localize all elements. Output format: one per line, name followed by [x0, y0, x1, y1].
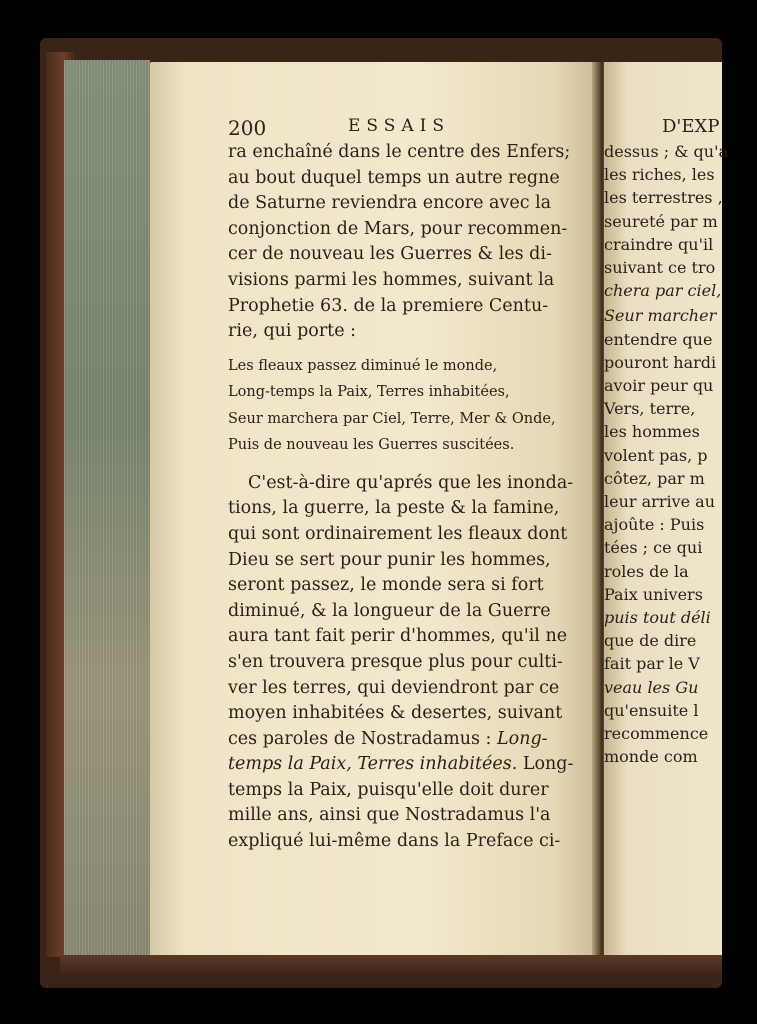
text-line: visions parmi les hommes, suivant la — [228, 269, 555, 290]
text-line: ra enchaîné dans le centre des Enfers; — [228, 142, 571, 162]
text-line: les riches, les — [604, 165, 715, 185]
text-line: conjonction de Mars, pour recommen- — [228, 218, 568, 239]
text-line: tées ; ce qui — [604, 538, 703, 558]
text-line: C'est-à-dire qu'aprés que les inonda- — [248, 472, 574, 493]
text-line: les hommes — [604, 422, 700, 442]
text-line: au bout duquel temps un autre regne — [228, 167, 560, 188]
text-line: côtez, par m — [604, 468, 705, 488]
italic-span: Long- — [497, 728, 548, 749]
text-line: s'en trouvera presque plus pour culti- — [228, 651, 563, 672]
text-line: entendre que — [604, 329, 713, 349]
text-line: Paix univers — [604, 584, 703, 604]
text-line: Vers, terre, — [604, 399, 696, 419]
text-line: suivant ce tro — [604, 258, 716, 278]
text-line: avoir peur qu — [604, 376, 714, 396]
verse-line: Puis de nouveau les Guerres suscitées. — [228, 437, 515, 454]
text-line: craindre qu'il — [604, 234, 714, 254]
text-line: Seur marcher — [604, 306, 717, 326]
verse-line: Les fleaux passez diminué le monde, — [228, 357, 498, 374]
text-line: les terrestres , — [604, 188, 723, 208]
running-head: ESSAIS — [348, 116, 451, 136]
text-line — [228, 727, 573, 753]
text-span: Long- — [517, 754, 574, 775]
text-span: ces paroles de Nostradamus : — [228, 728, 498, 749]
text-line: puis tout déli — [604, 608, 711, 628]
text-line: tions, la guerre, la peste & la famine, — [228, 498, 560, 519]
text-line: diminué, & la longueur de la Guerre — [228, 600, 551, 621]
text-line: leur arrive au — [604, 492, 716, 512]
text-line: mille ans, ainsi que Nostradamus l'a — [228, 805, 551, 826]
text-line: cer de nouveau les Guerres & les di- — [228, 244, 552, 265]
right-page-header: D'EXP — [662, 116, 720, 137]
text-line: seront passez, le monde sera si fort — [228, 575, 544, 596]
text-line: aura tant fait perir d'hommes, qu'il ne — [228, 626, 568, 647]
text-line: expliqué lui-même dans la Preface ci- — [228, 831, 561, 852]
text-line: ajoûte : Puis — [604, 515, 705, 535]
text-line: veau les Gu — [604, 677, 699, 697]
text-line: moyen inhabitées & desertes, suivant — [228, 703, 563, 724]
text-line: fait par le V — [604, 654, 700, 674]
left-page-text — [228, 140, 573, 855]
text-line: temps la Paix, puisqu'elle doit durer — [228, 779, 549, 800]
text-line: qu'ensuite l — [604, 700, 699, 720]
text-line: qui sont ordinairement les fleaux dont — [228, 523, 568, 544]
text-line: Dieu se sert pour punir les hommes, — [228, 549, 551, 570]
text-line: que de dire — [604, 631, 697, 651]
verse-line: Long-temps la Paix, Terres inhabitées, — [228, 384, 510, 401]
text-line — [228, 752, 573, 778]
page-block-edges — [64, 60, 150, 955]
page-number: 200 — [228, 116, 267, 140]
text-line: de Saturne reviendra encore avec la — [228, 193, 552, 214]
text-line: recommence — [604, 724, 709, 744]
book-bottom-edge — [60, 955, 722, 977]
text-line: roles de la — [604, 561, 689, 581]
italic-span: temps la Paix, Terres inhabitées. — [228, 754, 518, 775]
text-line: chera par ciel, — [604, 281, 722, 301]
text-line: Prophetie 63. de la premiere Centu- — [228, 295, 549, 316]
right-page-text — [604, 140, 734, 768]
text-line: ver les terres, qui deviendront par ce — [228, 677, 560, 698]
text-line: monde com — [604, 747, 698, 767]
text-line: dessus ; & qu'a — [604, 142, 729, 161]
text-line: rie, qui porte : — [228, 321, 357, 342]
text-line: seureté par m — [604, 211, 718, 231]
text-line: pouront hardi — [604, 352, 717, 372]
verse-line: Seur marchera par Ciel, Terre, Mer & Onde, — [228, 410, 556, 427]
quoted-verse — [228, 353, 573, 459]
text-line: volent pas, p — [604, 445, 708, 465]
